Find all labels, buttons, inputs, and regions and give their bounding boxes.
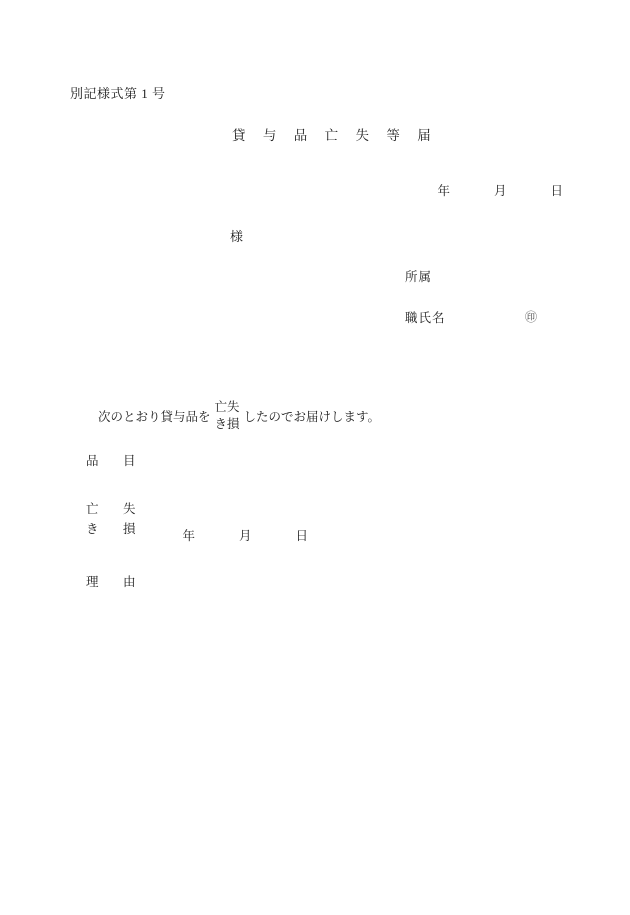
statement-prefix: 次のとおり貸与品を [98,409,211,424]
affiliation-label: 所属 [405,270,433,284]
statement-suffix: したのでお届けします。 [243,409,381,424]
name-label: 職氏名 [405,311,446,325]
loss-date-year: 年 [182,529,196,543]
seal-icon: ㊞ [525,310,538,324]
field-label-loss-damage [86,499,142,539]
statement-choice-damage: き損 [214,416,240,431]
loss-date-month: 月 [239,529,252,543]
loss-date-line [170,511,308,559]
submission-date-month: 月 [494,184,507,198]
field-label-loss: 亡 失 [86,502,142,516]
form-number: 別記様式第 1 号 [70,86,166,101]
loss-date-day: 日 [295,529,309,543]
statement-stacked-choice [215,399,240,433]
addressee-honorific: 様 [230,229,244,244]
field-label-reason: 理 由 [86,575,142,589]
field-label-damage: き 損 [86,522,142,536]
submission-date-day: 日 [550,184,564,198]
field-label-item: 品 目 [86,454,142,468]
submission-date-year: 年 [437,184,451,198]
statement-sentence [98,369,380,463]
statement-choice-loss: 亡失 [214,400,240,414]
submission-date-line [425,166,563,214]
document-title: 貸 与 品 亡 失 等 届 [232,128,438,143]
